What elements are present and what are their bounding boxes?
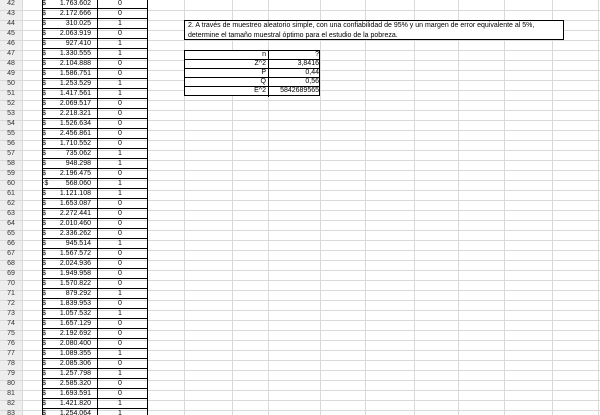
amount-value: 2.085.306 [59, 360, 91, 367]
flag-cell[interactable]: 0 [118, 360, 122, 367]
amount-value: 2.336.262 [59, 230, 91, 237]
flag-cell[interactable]: 1 [118, 40, 122, 47]
flag-cell[interactable]: 1 [118, 400, 122, 407]
calc-value[interactable]: 3,8416 [297, 60, 319, 67]
amount-value: 1.653.087 [59, 200, 91, 207]
flag-cell[interactable]: 0 [118, 380, 122, 387]
row-number[interactable]: 71 [7, 290, 15, 297]
currency-symbol: $ [42, 260, 46, 267]
row-number[interactable]: 42 [7, 0, 15, 7]
row-number[interactable]: 50 [7, 80, 15, 87]
currency-symbol: $ [42, 170, 46, 177]
row-number[interactable]: 59 [7, 170, 15, 177]
flag-cell[interactable]: 1 [118, 20, 122, 27]
amount-value: 568.060 [65, 180, 91, 187]
row-number[interactable]: 77 [7, 350, 15, 357]
currency-symbol: $ [42, 40, 46, 47]
row-number[interactable]: 52 [7, 100, 15, 107]
amount-value: 1.057.532 [59, 310, 91, 317]
currency-symbol: $ [42, 30, 46, 37]
currency-symbol: $ [42, 320, 46, 327]
calc-label[interactable]: Q [185, 78, 269, 88]
flag-cell[interactable]: 0 [118, 210, 122, 217]
currency-symbol: $ [42, 410, 46, 415]
row-number[interactable]: 72 [7, 300, 15, 307]
flag-cell[interactable]: 1 [118, 190, 122, 197]
amount-value: 735.062 [65, 150, 91, 157]
row-number[interactable]: 56 [7, 140, 15, 147]
row-number[interactable]: 51 [7, 90, 15, 97]
row-number[interactable]: 64 [7, 220, 15, 227]
amount-value: 1.421.820 [59, 400, 91, 407]
currency-symbol: $ [42, 390, 46, 397]
amount-value: 945.514 [65, 240, 91, 247]
amount-value: 1.121.108 [59, 190, 91, 197]
amount-value: 1.693.591 [59, 390, 91, 397]
flag-cell[interactable]: 0 [118, 340, 122, 347]
flag-cell[interactable]: 1 [118, 160, 122, 167]
amount-value: 1.586.751 [59, 70, 91, 77]
row-number[interactable]: 55 [7, 130, 15, 137]
row-number[interactable]: 44 [7, 20, 15, 27]
question-line-2: determine el tamaño muestral óptimo para el estudio de la pobreza. [188, 32, 398, 39]
row-number[interactable]: 81 [7, 390, 15, 397]
currency-symbol: $ [42, 380, 46, 387]
amount-value: 1.657.129 [59, 320, 91, 327]
flag-cell[interactable]: 0 [118, 390, 122, 397]
flag-cell[interactable]: 0 [118, 100, 122, 107]
currency-symbol: $ [42, 10, 46, 17]
currency-symbol: $ [42, 190, 46, 197]
amount-value: 2.172.666 [59, 10, 91, 17]
amount-value: 1.567.572 [59, 250, 91, 257]
calc-value[interactable]: 0,56 [305, 78, 319, 85]
amount-value: 2.218.321 [59, 110, 91, 117]
flag-cell[interactable]: 1 [118, 310, 122, 317]
calc-label[interactable]: n [185, 51, 269, 61]
amount-value: 1.570.822 [59, 280, 91, 287]
row-number[interactable]: 82 [7, 400, 15, 407]
amount-value: 2.010.460 [59, 220, 91, 227]
flag-cell[interactable]: 0 [118, 280, 122, 287]
currency-symbol: $ [42, 360, 46, 367]
amount-value: 1.330.555 [59, 50, 91, 57]
flag-cell[interactable]: 1 [118, 80, 122, 87]
row-number[interactable]: 53 [7, 110, 15, 117]
currency-symbol: $ [42, 220, 46, 227]
amount-value: 2.196.475 [59, 170, 91, 177]
flag-cell[interactable]: 0 [118, 130, 122, 137]
row-number[interactable]: 46 [7, 40, 15, 47]
amount-value: 310.025 [65, 20, 91, 27]
amount-value: 2.024.936 [59, 260, 91, 267]
currency-symbol: $ [42, 20, 46, 27]
currency-symbol: $ [42, 340, 46, 347]
flag-cell[interactable]: 1 [118, 370, 122, 377]
currency-symbol: $ [42, 160, 46, 167]
flag-cell[interactable]: 0 [118, 30, 122, 37]
row-number[interactable]: 65 [7, 230, 15, 237]
row-number[interactable]: 43 [7, 10, 15, 17]
amount-value: 1.253.529 [59, 80, 91, 87]
currency-symbol: $ [42, 310, 46, 317]
currency-symbol: $ [42, 60, 46, 67]
row-number[interactable]: 54 [7, 120, 15, 127]
row-number[interactable]: 69 [7, 270, 15, 277]
currency-symbol: $ [42, 50, 46, 57]
currency-symbol: $ [42, 100, 46, 107]
currency-symbol: $ [42, 0, 46, 7]
amount-value: 1.257.798 [59, 370, 91, 377]
amount-value: 1.763.602 [59, 0, 91, 7]
flag-cell[interactable]: 0 [118, 220, 122, 227]
currency-symbol: -$ [42, 180, 49, 187]
currency-symbol: $ [42, 370, 46, 377]
row-number[interactable]: 67 [7, 250, 15, 257]
flag-cell[interactable]: 0 [118, 120, 122, 127]
row-number[interactable]: 47 [7, 50, 15, 57]
row-number[interactable]: 75 [7, 330, 15, 337]
row-number[interactable]: 48 [7, 60, 15, 67]
flag-cell[interactable]: 0 [118, 300, 122, 307]
currency-symbol: $ [42, 150, 46, 157]
flag-cell[interactable]: 0 [118, 0, 122, 7]
amount-value: 1.254.064 [59, 410, 91, 415]
row-number[interactable]: 60 [7, 180, 15, 187]
row-number[interactable]: 74 [7, 320, 15, 327]
row-number[interactable]: 57 [7, 150, 15, 157]
amount-value: 2.192.692 [59, 330, 91, 337]
flag-cell[interactable]: 0 [118, 250, 122, 257]
calc-value[interactable]: 5842689565 [280, 87, 319, 94]
amount-value: 2.069.517 [59, 100, 91, 107]
row-number[interactable]: 79 [7, 370, 15, 377]
currency-symbol: $ [42, 250, 46, 257]
currency-symbol: $ [42, 130, 46, 137]
currency-symbol: $ [42, 90, 46, 97]
amount-value: 2.585.320 [59, 380, 91, 387]
question-text-box[interactable] [184, 20, 564, 40]
calc-value[interactable]: 0,44 [305, 69, 319, 76]
row-number[interactable]: 80 [7, 380, 15, 387]
currency-symbol: $ [42, 270, 46, 277]
calc-label[interactable]: P [185, 69, 269, 79]
amount-value: 1.417.561 [59, 90, 91, 97]
flag-cell[interactable]: 0 [118, 70, 122, 77]
row-number[interactable]: 66 [7, 240, 15, 247]
amount-value: 1.949.958 [59, 270, 91, 277]
amount-value: 2.272.441 [59, 210, 91, 217]
flag-cell[interactable]: 1 [118, 410, 122, 415]
currency-symbol: $ [42, 110, 46, 117]
row-number[interactable]: 63 [7, 210, 15, 217]
row-number[interactable]: 70 [7, 280, 15, 287]
amount-value: 2.080.400 [59, 340, 91, 347]
row-number[interactable]: 83 [7, 410, 15, 415]
amount-value: 879.292 [65, 290, 91, 297]
calc-label[interactable]: E^2 [185, 87, 269, 97]
row-number[interactable]: 58 [7, 160, 15, 167]
amount-cell[interactable] [42, 409, 97, 415]
row-number[interactable]: 49 [7, 70, 15, 77]
flag-cell[interactable]: 0 [118, 110, 122, 117]
currency-symbol: $ [42, 120, 46, 127]
currency-symbol: $ [42, 230, 46, 237]
flag-cell[interactable]: 0 [118, 330, 122, 337]
flag-cell[interactable]: 1 [118, 180, 122, 187]
calc-label[interactable]: Z^2 [185, 60, 269, 70]
flag-cell[interactable]: 0 [118, 170, 122, 177]
currency-symbol: $ [42, 300, 46, 307]
question-line-1: 2. A través de muestreo aleatorio simple, con una confiabilidad de 95% y un margen de error equivalente al 5%, [188, 22, 535, 29]
flag-cell[interactable]: 0 [118, 230, 122, 237]
flag-cell[interactable]: 1 [118, 350, 122, 357]
amount-value: 1.089.355 [59, 350, 91, 357]
currency-symbol: $ [42, 80, 46, 87]
flag-cell[interactable]: 0 [118, 270, 122, 277]
table-row [0, 409, 600, 415]
flag-cell[interactable]: 1 [118, 90, 122, 97]
currency-symbol: $ [42, 210, 46, 217]
amount-value: 1.526.634 [59, 120, 91, 127]
amount-value: 927.410 [65, 40, 91, 47]
amount-value: 2.456.861 [59, 130, 91, 137]
amount-value: 2.104.888 [59, 60, 91, 67]
flag-cell[interactable]: 0 [118, 200, 122, 207]
row-number[interactable]: 45 [7, 30, 15, 37]
currency-symbol: $ [42, 240, 46, 247]
currency-symbol: $ [42, 350, 46, 357]
currency-symbol: $ [42, 330, 46, 337]
currency-symbol: $ [42, 140, 46, 147]
currency-symbol: $ [42, 200, 46, 207]
calc-value[interactable]: ? [315, 51, 319, 58]
amount-value: 1.839.953 [59, 300, 91, 307]
flag-cell[interactable]: 0 [118, 260, 122, 267]
flag-cell[interactable]: 1 [118, 240, 122, 247]
row-number[interactable]: 61 [7, 190, 15, 197]
row-number[interactable]: 68 [7, 260, 15, 267]
flag-cell[interactable]: 0 [118, 60, 122, 67]
flag-cell[interactable]: 0 [118, 10, 122, 17]
amount-value: 2.063.919 [59, 30, 91, 37]
row-number[interactable]: 62 [7, 200, 15, 207]
flag-cell[interactable]: 0 [118, 140, 122, 147]
currency-symbol: $ [42, 290, 46, 297]
currency-symbol: $ [42, 70, 46, 77]
calc-row [184, 86, 320, 96]
currency-symbol: $ [42, 280, 46, 287]
row-number[interactable]: 78 [7, 360, 15, 367]
row-number[interactable]: 76 [7, 340, 15, 347]
flag-cell[interactable]: 0 [118, 320, 122, 327]
currency-symbol: $ [42, 400, 46, 407]
flag-cell[interactable]: 1 [118, 290, 122, 297]
flag-cell[interactable]: 1 [118, 50, 122, 57]
row-number[interactable]: 73 [7, 310, 15, 317]
amount-value: 1.710.552 [59, 140, 91, 147]
amount-value: 948.298 [65, 160, 91, 167]
flag-cell[interactable]: 1 [118, 150, 122, 157]
